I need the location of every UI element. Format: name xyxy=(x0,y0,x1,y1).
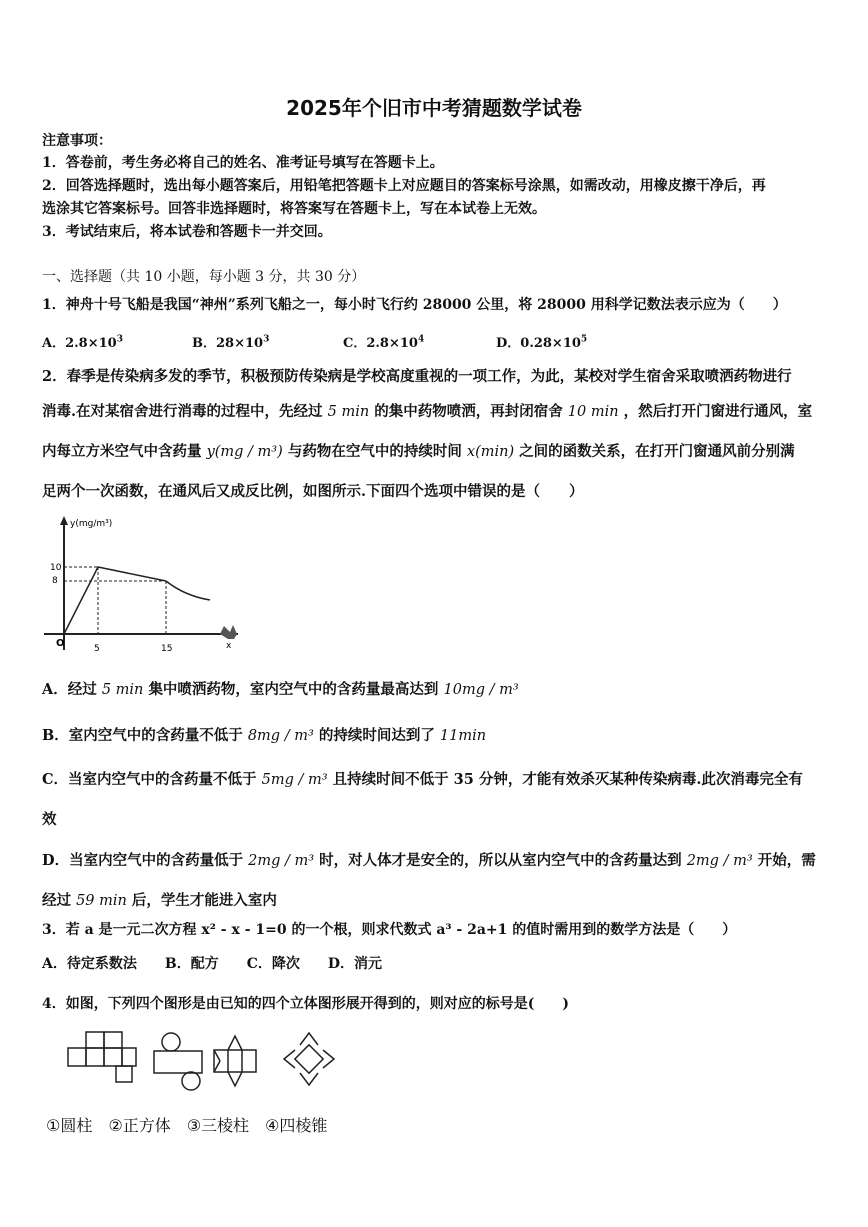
q1-option-c[interactable]: C．$2.8\times 10^4$ xyxy=(343,334,425,351)
q3-options[interactable]: A．待定系数法 B．配方 C．降次 D．消元 xyxy=(42,956,382,972)
graph-y-label: y(mg/m³) xyxy=(70,519,113,529)
graph-origin: O xyxy=(56,638,65,649)
q3-stem: 3．若 a 是一元二次方程 x² - x - 1=0 的一个根，则求代数式 a³ - 2a+1 的值时需用到的数学方法是（ ） xyxy=(42,922,737,938)
q4-nets xyxy=(62,1030,342,1092)
q2-option-c[interactable]: C．当室内空气中的含药量不低于 5mg / m³ 且持续时间不低于 35 分钟，才能有效杀灭某种传染病毒.此次消毒完全有 xyxy=(42,771,803,788)
graph-y-tick-10: 10 xyxy=(50,563,62,573)
q2-option-d[interactable]: D．当室内空气中的含药量低于 2mg / m³ 时，对人体才是安全的，所以从室内空气中的含药量达到 2mg / m³ 开始，需 xyxy=(42,852,816,869)
net-triangular-prism xyxy=(214,1036,256,1086)
graph-x-tick-5: 5 xyxy=(94,644,100,654)
q2-line4: 足两个一次函数，在通风后又成反比例，如图所示.下面四个选项中错误的是（ ） xyxy=(42,483,584,500)
q2-option-a[interactable]: A．经过 5 min 集中喷洒药物，室内空气中的含药量最高达到 10mg / m³ xyxy=(42,681,519,698)
exam-title: 2025年个旧市中考猜题数学试卷 xyxy=(286,96,582,120)
q2-option-b[interactable]: B．室内空气中的含药量不低于 8mg / m³ 的持续时间达到了 11min xyxy=(42,727,487,744)
q2-line2: 消毒.在对某宿舍进行消毒的过程中，先经过 5 min 的集中药物喷洒，再封闭宿舍 10 min ，然后打开门窗进行通风，室 xyxy=(42,403,813,420)
section-heading: 一、选择题（共 10 小题，每小题 3 分，共 30 分） xyxy=(42,269,366,285)
q4-stem: 4．如图，下列四个图形是由已知的四个立体图形展开得到的，则对应的标号是( ) xyxy=(42,996,569,1012)
graph-x-tick-15: 15 xyxy=(161,644,173,654)
graph-scan-mark xyxy=(220,625,237,639)
q1-option-d[interactable]: D．$0.28\times 10^5$ xyxy=(496,334,588,351)
q2-graph xyxy=(40,512,245,662)
graph-linear-segments xyxy=(64,567,166,634)
q2-line1: 2．春季是传染病多发的季节，积极预防传染病是学校高度重视的一项工作，为此，某校对学生宿舍采取喷洒药物进行 xyxy=(42,368,792,385)
note-3: 3．考试结束后，将本试卷和答题卡一并交回。 xyxy=(42,224,332,240)
net-cylinder xyxy=(154,1033,202,1090)
net-cube xyxy=(68,1032,136,1082)
q1-stem: 1．神舟十号飞船是我国“神州”系列飞船之一，每小时飞行约 28000 公里，将 28000 用科学记数法表示应为（ ） xyxy=(42,297,787,313)
q2-option-c-cont: 效 xyxy=(42,811,57,828)
note-1: 1．答卷前，考生务必将自己的姓名、准考证号填写在答题卡上。 xyxy=(42,155,444,171)
graph-y-arrow xyxy=(60,516,68,525)
graph-inverse-curve xyxy=(166,581,210,600)
graph-x-label: x xyxy=(226,641,232,651)
q1-option-a[interactable]: A．$2.8\times 10^3$ xyxy=(42,334,123,351)
q1-option-b[interactable]: B．$28\times 10^3$ xyxy=(192,334,270,351)
q4-labels: ①圆柱 ②正方体 ③三棱柱 ④四棱锥 xyxy=(46,1116,328,1135)
notes-heading: 注意事项： xyxy=(42,133,112,149)
note-2-line1: 2．回答选择题时，选出每小题答案后，用铅笔把答题卡上对应题目的答案标号涂黑，如需改动，用橡皮擦干净后，再 xyxy=(42,178,766,194)
q2-option-d-cont: 经过 59 min 后，学生才能进入室内 xyxy=(42,892,277,909)
graph-y-tick-8: 8 xyxy=(52,576,58,586)
q2-line3: 内每立方米空气中含药量 y(mg / m³) 与药物在空气中的持续时间 x(min) 之间的函数关系，在打开门窗通风前分别满 xyxy=(42,443,795,460)
net-square-pyramid xyxy=(284,1033,334,1085)
note-2-line2: 选涂其它答案标号。回答非选择题时，将答案写在答题卡上，写在本试卷上无效。 xyxy=(42,201,546,217)
